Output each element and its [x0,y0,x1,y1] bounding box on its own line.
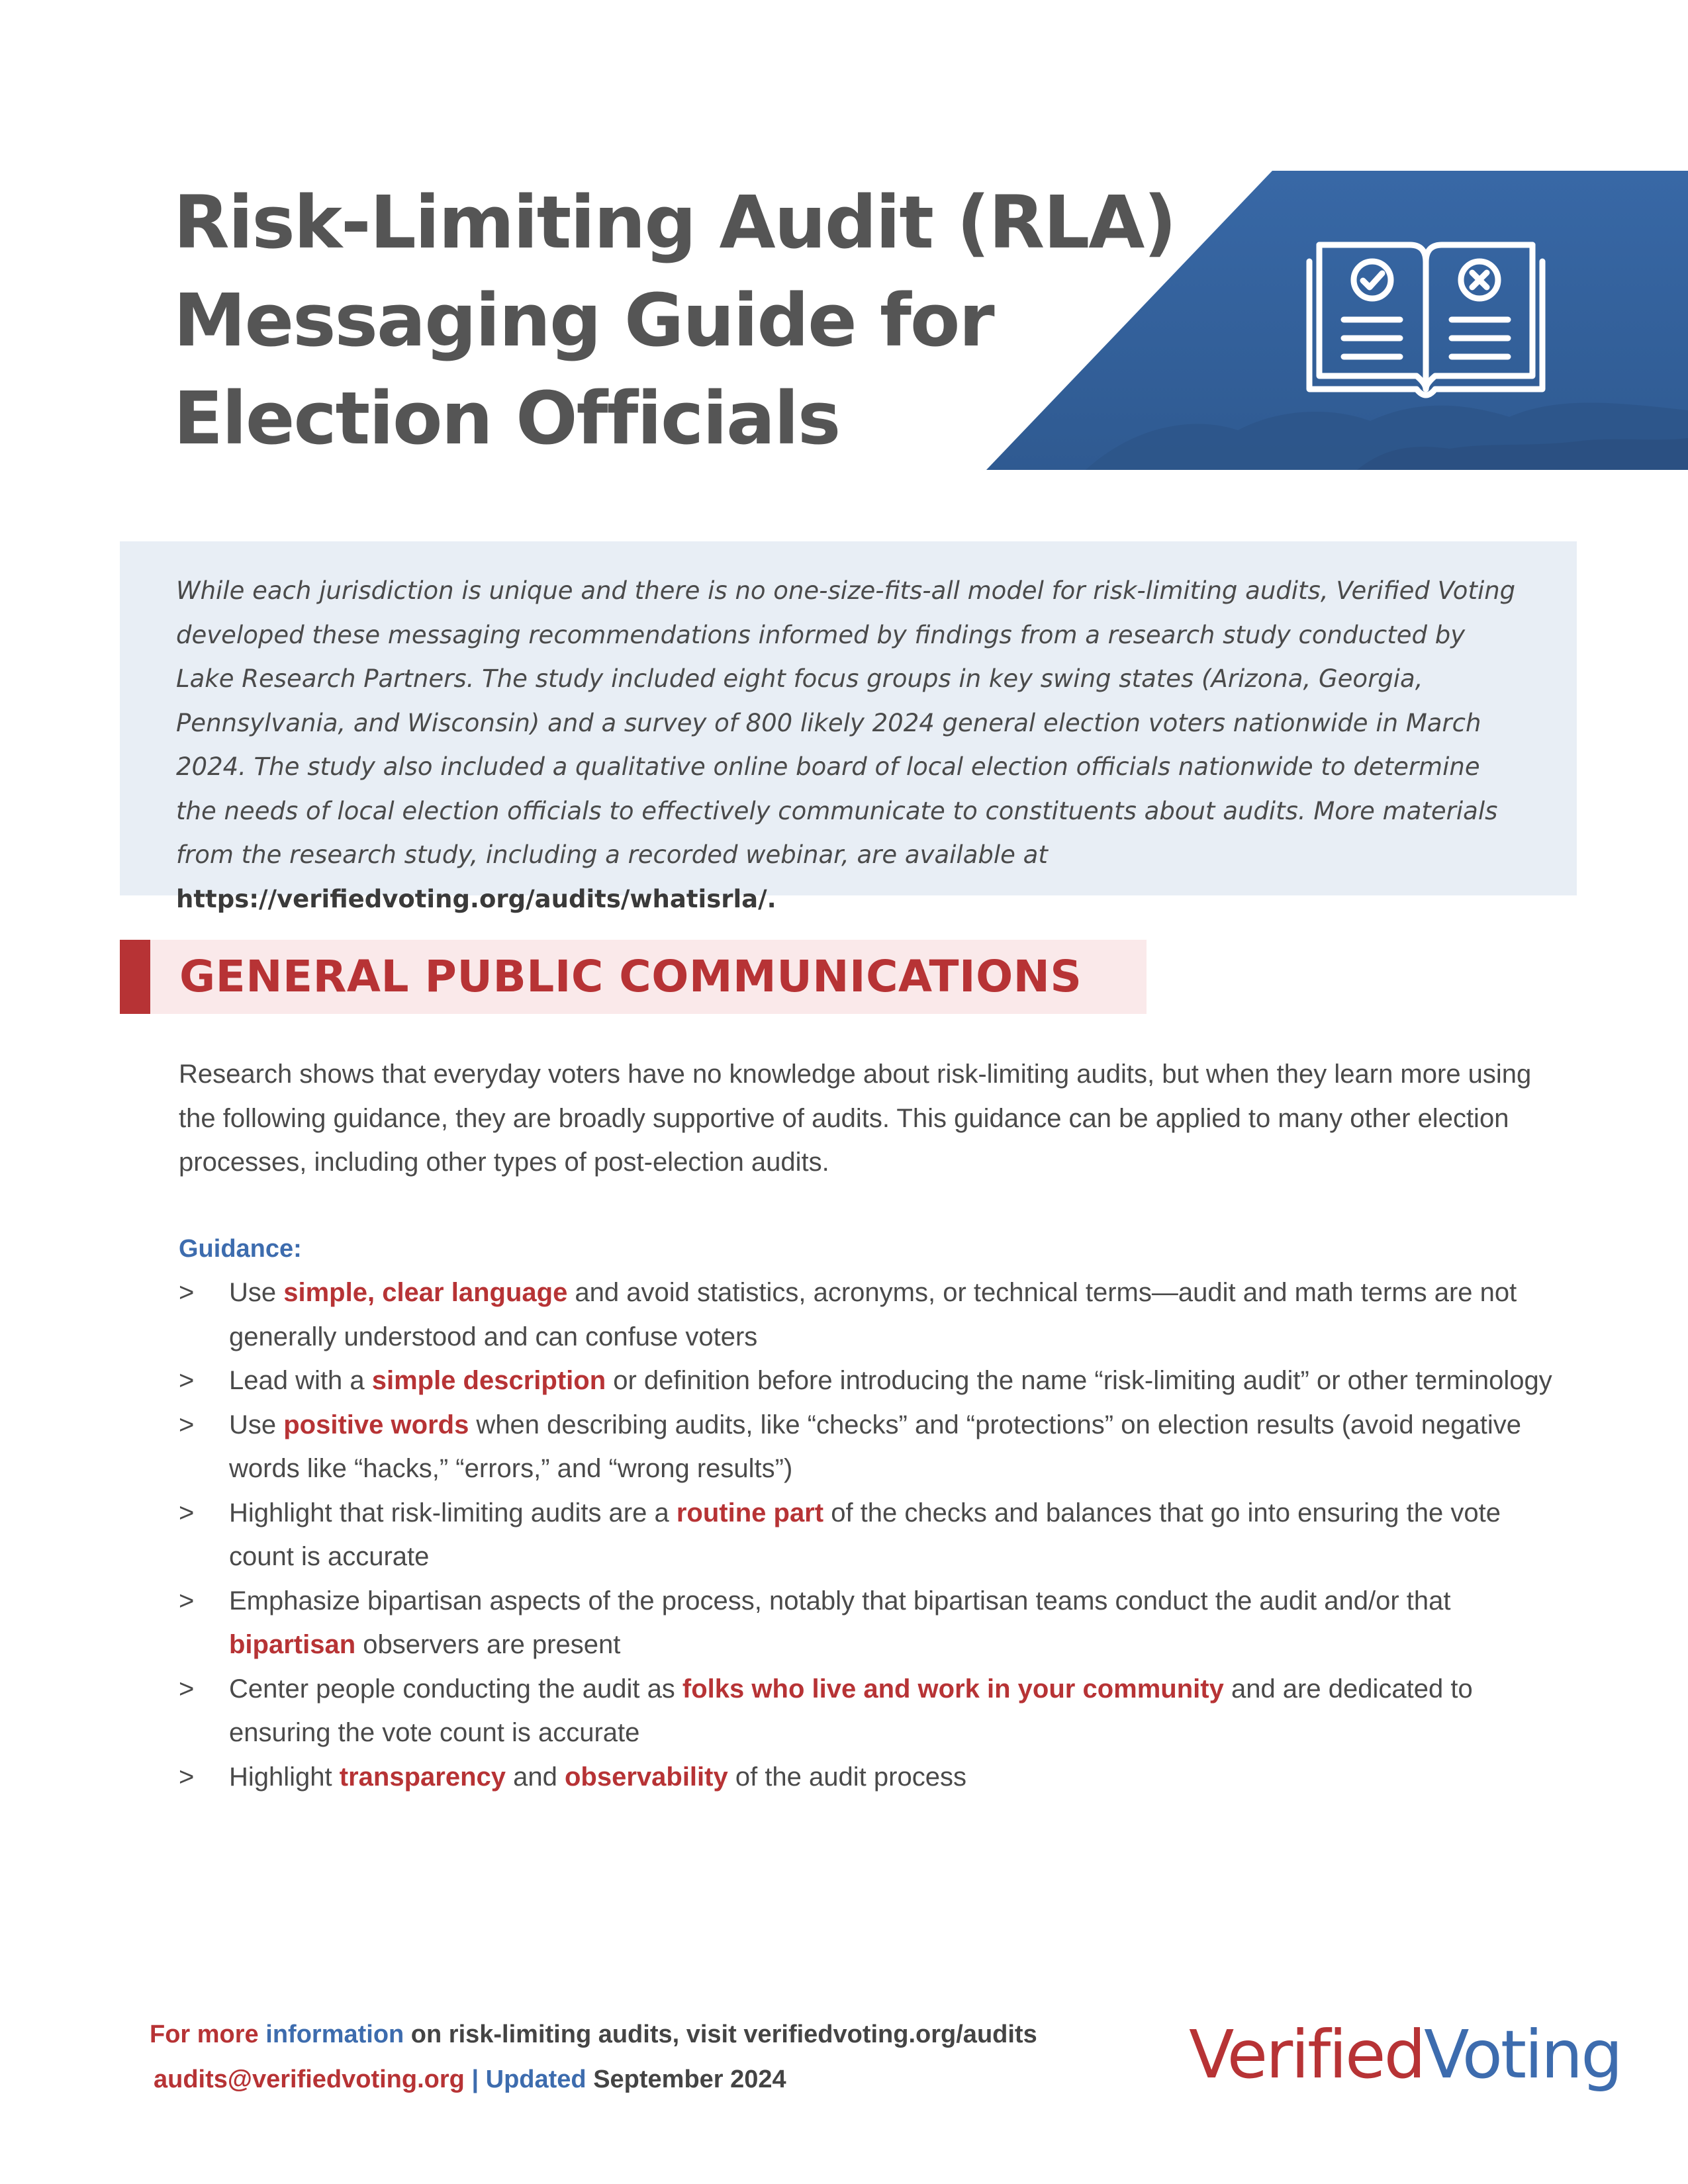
item-highlight: observability [564,1762,728,1792]
footer-updated-date: September 2024 [586,2066,786,2093]
item-text: Use [229,1410,284,1439]
list-item [179,1271,1562,1359]
footer-more-info [150,2017,1037,2052]
item-text: Use [229,1278,284,1307]
footer-information: information [265,2021,404,2048]
bullet-marker: > [179,1278,195,1307]
title-line-1: Risk-Limiting Audit (RLA) [173,180,1176,265]
list-item [179,1403,1562,1491]
item-text: of the checks and balances that go into ensuring the vote count is accurate [229,1498,1501,1571]
item-highlight: simple description [371,1366,606,1395]
bullet-marker: > [179,1762,195,1792]
title-line-2: Messaging Guide for [173,278,994,363]
item-text: and are dedicated to ensuring the vote count is accurate [229,1674,1473,1747]
section-body: Research shows that everyday voters have no knowledge about risk-limiting audits, but when they learn more using the following guidance, they are broadly supportive of audits. This guidance can be applied to many other election processes, including other types of post-election audits. [179,1060,1532,1177]
title-line-3: Election Officials [173,376,840,461]
item-highlight: simple, clear language [283,1278,568,1307]
list-item [179,1667,1562,1755]
bullet-marker: > [179,1498,195,1527]
item-text: Center people conducting the audit as [229,1674,682,1704]
verified-voting-logo [1189,2015,1621,2095]
item-text: Emphasize bipartisan aspects of the process, notably that bipartisan teams conduct the audit and/or that [229,1586,1451,1615]
item-text: or definition before introducing the name “risk-limiting audit” or other terminology [606,1366,1552,1395]
list-item [179,1579,1562,1667]
bullet-marker: > [179,1674,195,1704]
intro-box [120,541,1577,913]
item-text: when describing audits, like “checks” and “protections” on election results (avoid negative words like “hacks,” “errors,” and “wrong results”) [229,1410,1522,1483]
list-item [179,1755,1562,1799]
item-text: Lead with a [229,1366,372,1395]
bullet-marker: > [179,1366,195,1395]
item-text: observers are present [355,1630,621,1659]
section-header [120,940,1147,1014]
guidance-list [179,1271,1562,1799]
item-text: of the audit process [727,1762,966,1792]
intro-link[interactable]: https://verifiedvoting.org/audits/whatisrla/. [176,884,776,913]
item-text: Highlight that risk-limiting audits are a [229,1498,677,1527]
guidance-label: Guidance: [179,1235,302,1263]
logo-word-verified: Verified [1189,2016,1425,2093]
footer-separator: | [464,2066,486,2093]
item-text: and [506,1762,565,1792]
footer-email-link[interactable]: audits@verifiedvoting.org [154,2066,465,2093]
footer-website[interactable]: on risk-limiting audits, visit verifiedvoting.org/audits [404,2021,1037,2048]
section-accent-bar [120,940,150,1014]
footer-contact [154,2062,786,2097]
bullet-marker: > [179,1586,195,1615]
page-title [173,173,1176,467]
item-highlight: positive words [283,1410,469,1439]
item-text: and avoid statistics, acronyms, or technical terms—audit and math terms are not generally understood and can confuse voters [229,1278,1517,1351]
logo-word-voting: Voting [1424,2016,1621,2093]
item-text: Highlight [229,1762,340,1792]
section-title: GENERAL PUBLIC COMMUNICATIONS [179,951,1082,1002]
footer-updated-label: Updated [485,2066,586,2093]
item-highlight: bipartisan [229,1630,356,1659]
item-highlight: transparency [339,1762,506,1792]
list-item [179,1359,1562,1403]
intro-text: While each jurisdiction is unique and there is no one-size-fits-all model for risk-limiting audits, Verified Voting developed these messaging recommendations informed by findings from a research study conducted by Lake Research Partners. The study included eight focus groups in key swing states (Arizona, Georgia, Pennsylvania, and Wisconsin) and a survey of 800 likely 2024 general election voters nationwide in March 2024. The study also included a qualitative online board of local election officials nationwide to determine the needs of local election officials to effectively communicate to constituents about audits. More materials from the research study, including a recorded webinar, are available at [176,576,1516,869]
list-item [179,1491,1562,1579]
footer-more: For more [150,2021,259,2048]
item-highlight: folks who live and work in your community [682,1674,1224,1704]
item-highlight: routine part [676,1498,824,1527]
bullet-marker: > [179,1410,195,1439]
